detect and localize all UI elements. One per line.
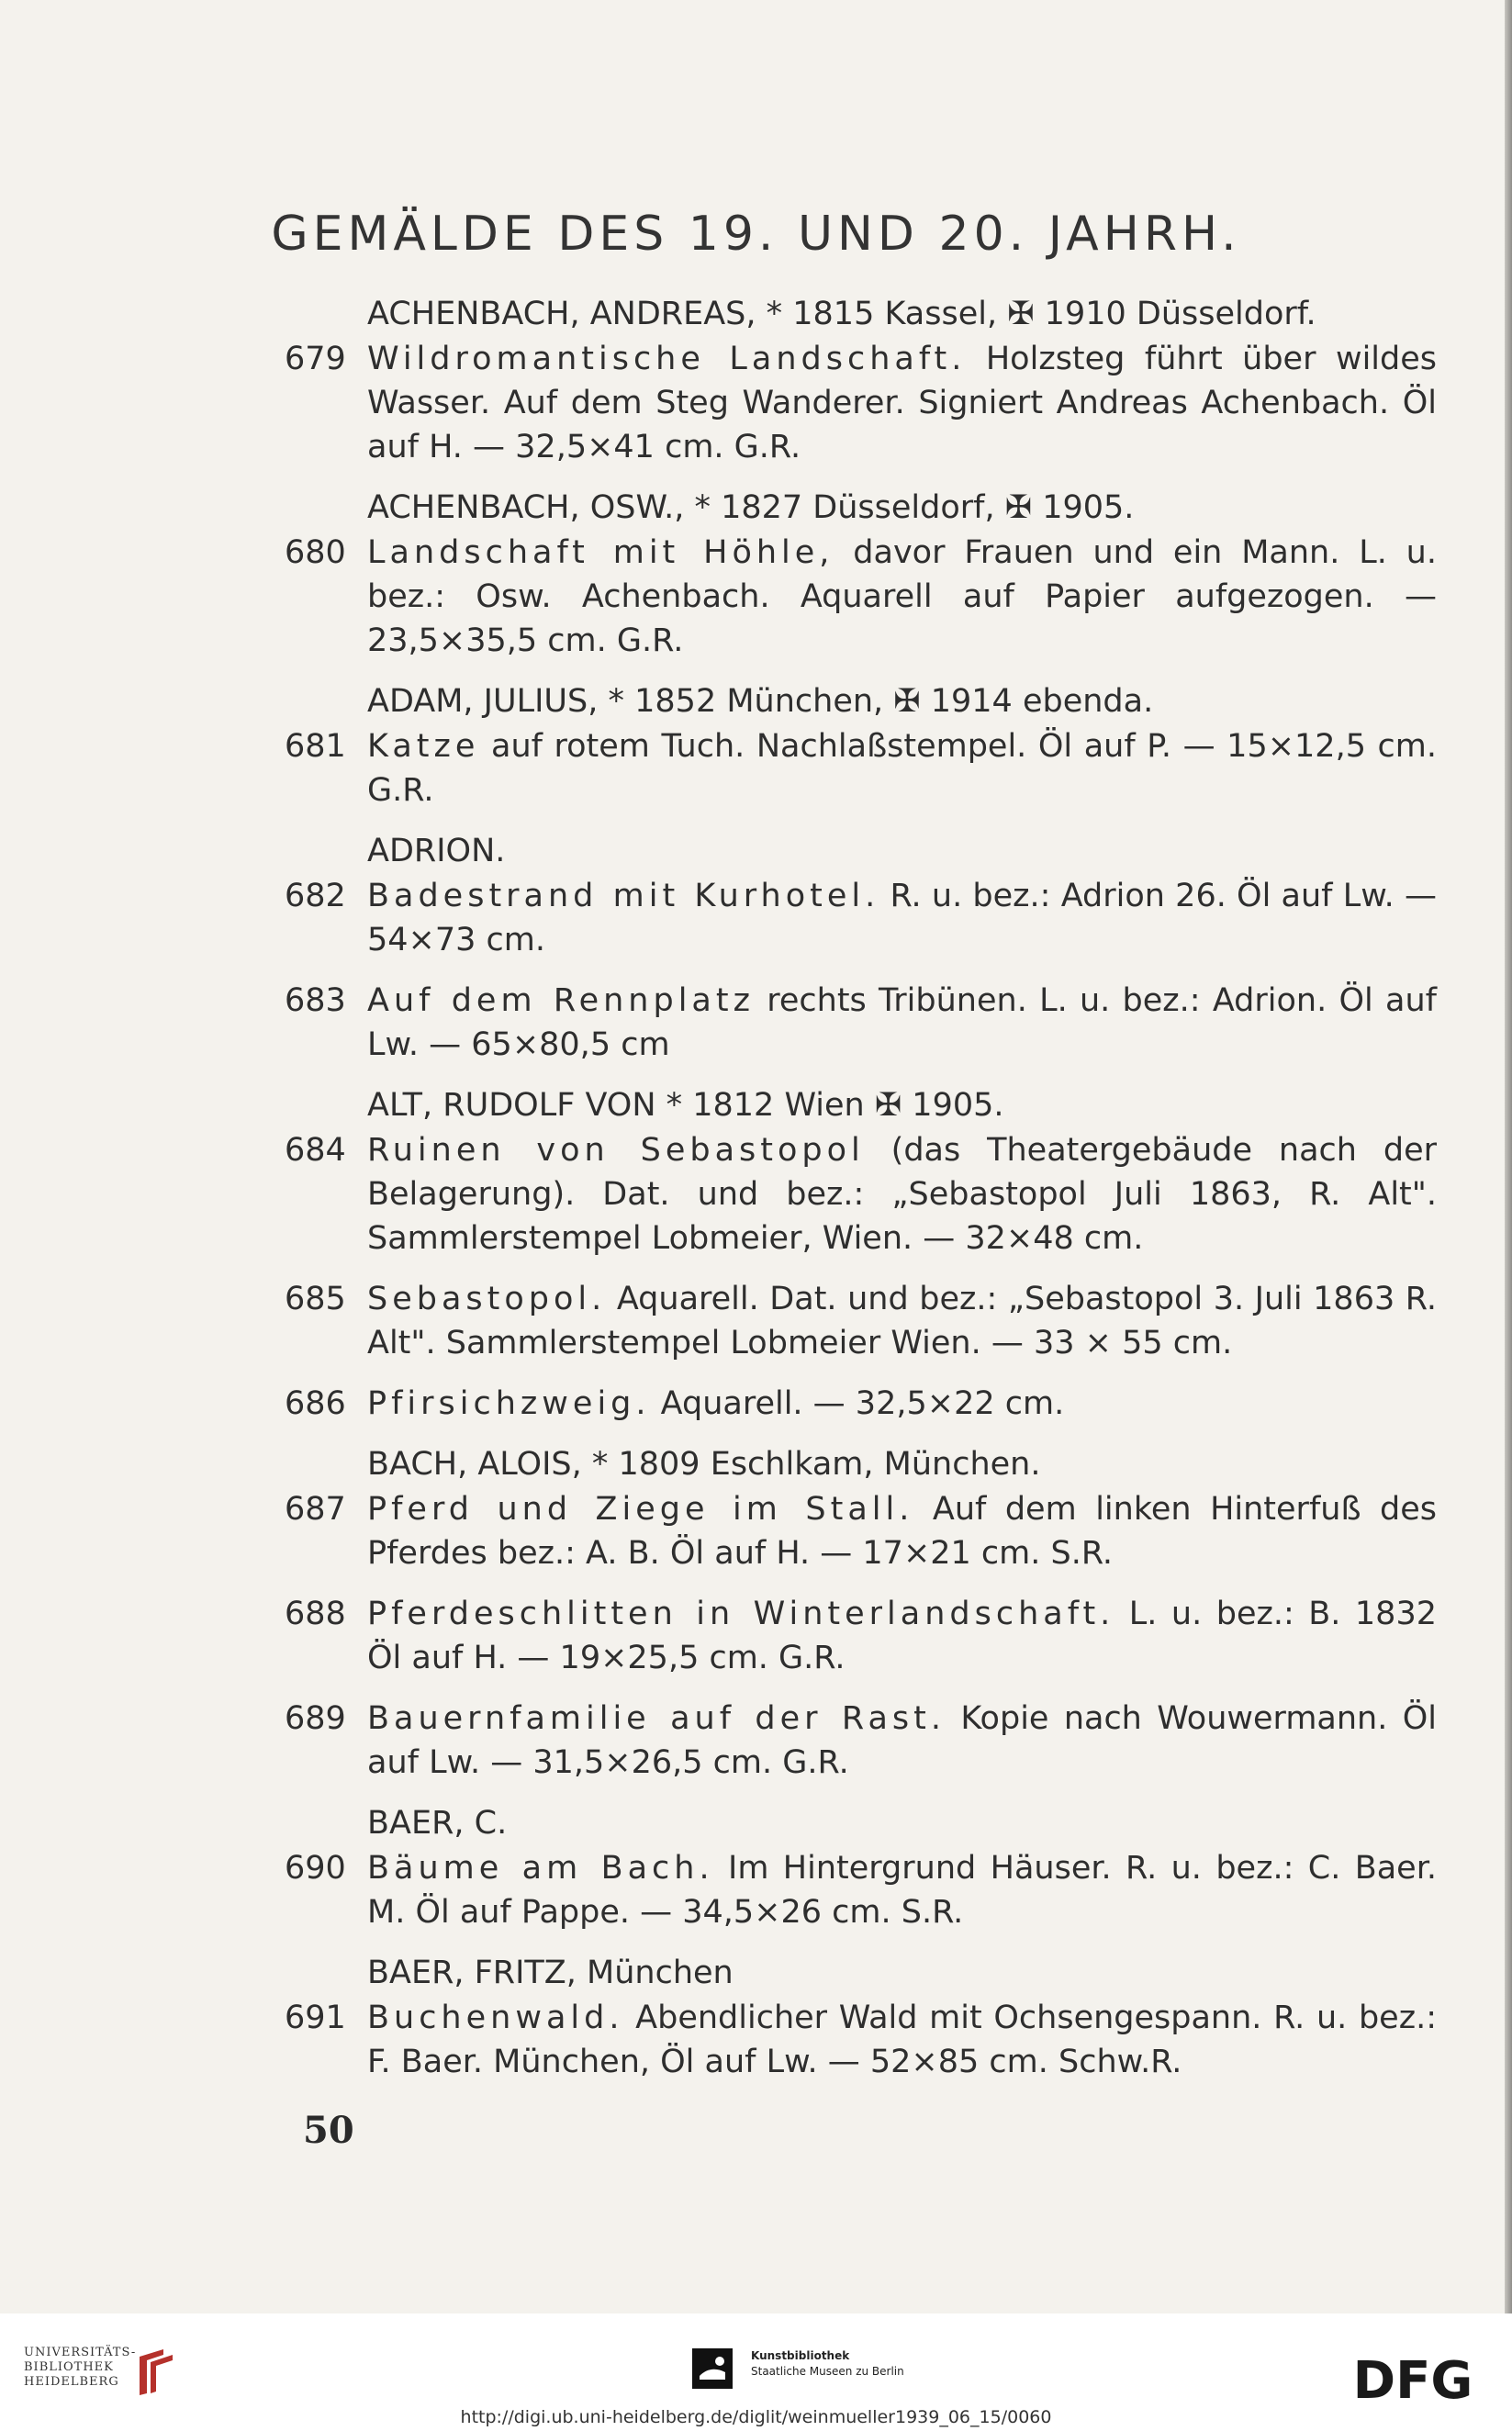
uni-name-line: BIBLIOTHEK (24, 2360, 114, 2374)
lot-description (367, 337, 1437, 469)
lot-details: auf rotem Tuch. Nachlaßstempel. Öl auf P. — 15×12,5 cm. G.R. (367, 728, 1437, 809)
lot-title: Wildromantische Landschaft. (367, 341, 967, 377)
lot-details: Abendlicher Wald mit Ochsengespann. R. u. bez.: F. Baer. München, Öl auf Lw. — 52×85 cm. Schw.R. (367, 2000, 1437, 2080)
page-title: GEMÄLDE DES 19. UND 20. JAHRH. (271, 207, 1241, 262)
lot-details: davor Frauen und ein Mann. L. u. bez.: Osw. Achenbach. Aquarell auf Papier aufgezogen. — 23,5×35,5 cm. G.R. (367, 534, 1437, 659)
lot-details: rechts Tribünen. L. u. bez.: Adrion. Öl auf Lw. — 65×80,5 cm (367, 982, 1437, 1063)
lot-item (0, 979, 1512, 1067)
lot-item (0, 1487, 1512, 1575)
lot-number: 684 (285, 1132, 346, 1169)
catalog-entries (0, 292, 1512, 2101)
lot-number: 689 (285, 1700, 346, 1737)
lot-item (0, 337, 1512, 469)
artist-heading: ACHENBACH, ANDREAS, * 1815 Kassel, ✠ 1910 Düsseldorf. (367, 296, 1316, 332)
lot-item (0, 1382, 1512, 1426)
uni-name-line: HEIDELBERG (24, 2375, 119, 2389)
lot-description (367, 1382, 1437, 1426)
lot-details: L. u. bez.: B. 1832 Öl auf H. — 19×25,5 cm. G.R. (367, 1596, 1437, 1676)
artist-entry (0, 1442, 1512, 1785)
lot-details: Aquarell. — 32,5×22 cm. (650, 1385, 1065, 1422)
lot-number: 686 (285, 1385, 346, 1422)
artist-heading: ADRION. (367, 833, 506, 869)
lot-details: Im Hintergrund Häuser. R. u. bez.: C. Baer. M. Öl auf Pappe. — 34,5×26 cm. S.R. (367, 1850, 1437, 1931)
lot-title: Pferdeschlitten in Winterlandschaft. (367, 1596, 1115, 1632)
lot-details: Kopie nach Wouwermann. Öl auf Lw. — 31,5×26,5 cm. G.R. (367, 1700, 1437, 1781)
lot-number: 690 (285, 1850, 346, 1887)
lot-item (0, 874, 1512, 962)
lot-number: 679 (285, 341, 346, 377)
digitization-footer (0, 2313, 1512, 2431)
lot-description (367, 1996, 1437, 2084)
lot-number: 687 (285, 1491, 346, 1528)
lot-title: Landschaft mit Höhle, (367, 534, 834, 571)
dfg-logo[interactable] (1336, 2350, 1490, 2407)
page-number: 50 (303, 2109, 354, 2152)
lot-item (0, 1128, 1512, 1260)
artist-entry (0, 679, 1512, 812)
lot-number: 691 (285, 2000, 346, 2036)
artist-entry (0, 1083, 1512, 1426)
lot-description (367, 531, 1437, 663)
artist-entry (0, 829, 1512, 1067)
artist-entry (0, 486, 1512, 663)
lot-item (0, 1592, 1512, 1680)
lot-item (0, 531, 1512, 663)
lot-item (0, 1846, 1512, 1934)
lot-description (367, 1592, 1437, 1680)
lot-title: Bäume am Bach. (367, 1850, 714, 1887)
lot-details: Auf dem linken Hinterfuß des Pferdes bez.: A. B. Öl auf H. — 17×21 cm. S.R. (367, 1491, 1437, 1572)
lot-title: Buchenwald. (367, 2000, 624, 2036)
dfg-text: DFG (1352, 2351, 1473, 2407)
lot-number: 685 (285, 1281, 346, 1317)
lot-description (367, 1487, 1437, 1575)
artist-entry (0, 1951, 1512, 2084)
lot-title: Pfirsichzweig. (367, 1385, 651, 1422)
artist-heading: BACH, ALOIS, * 1809 Eschlkam, München. (367, 1446, 1041, 1483)
university-mark-icon (136, 2346, 180, 2399)
lot-details: R. u. bez.: Adrion 26. Öl auf Lw. — 54×73 cm. (367, 878, 1437, 958)
lot-item (0, 724, 1512, 812)
lot-item (0, 1277, 1512, 1365)
artist-entry (0, 1801, 1512, 1934)
lot-description (367, 1128, 1437, 1260)
kunstbibliothek-subtitle: Staatliche Museen zu Berlin (751, 2365, 904, 2378)
kunstbibliothek-logo-icon[interactable] (692, 2348, 733, 2389)
lot-title: Sebastopol. (367, 1281, 607, 1317)
artist-heading: ADAM, JULIUS, * 1852 München, ✠ 1914 ebenda. (367, 683, 1154, 720)
lot-description (367, 1277, 1437, 1365)
artist-heading: BAER, C. (367, 1805, 508, 1842)
artist-heading: ACHENBACH, OSW., * 1827 Düsseldorf, ✠ 1905. (367, 489, 1135, 526)
permalink-url[interactable]: http://digi.ub.uni-heidelberg.de/diglit/weinmueller1939_06_15/0060 (460, 2407, 1052, 2427)
lot-description (367, 1846, 1437, 1934)
artist-heading: ALT, RUDOLF VON * 1812 Wien ✠ 1905. (367, 1087, 1004, 1124)
artist-heading: BAER, FRITZ, München (367, 1955, 734, 1991)
lot-details: Aquarell. Dat. und bez.: „Sebastopol 3. Juli 1863 R. Alt". Sammlerstempel Lobmeier Wien. — 33 × 55 cm. (367, 1281, 1437, 1361)
lot-title: Ruinen von Sebastopol (367, 1132, 865, 1169)
kunstbibliothek-name: Kunstbibliothek (751, 2349, 850, 2362)
kunstbibliothek-text (751, 2348, 904, 2380)
lot-description (367, 1697, 1437, 1785)
lot-description (367, 724, 1437, 812)
lot-title: Badestrand mit Kurhotel. (367, 878, 880, 914)
lot-number: 682 (285, 878, 346, 914)
lot-title: Pferd und Ziege im Stall. (367, 1491, 914, 1528)
lot-title: Bauernfamilie auf der Rast. (367, 1700, 946, 1737)
lot-number: 688 (285, 1596, 346, 1632)
lot-title: Katze (367, 728, 480, 765)
lot-item (0, 1996, 1512, 2084)
lot-description (367, 979, 1437, 1067)
artist-entry (0, 292, 1512, 469)
lot-details: (das Theatergebäude nach der Belagerung). Dat. und bez.: „Sebastopol Juli 1863, R. Alt". Sammlerstempel Lobmeier, Wien. — 32×48 cm. (367, 1132, 1437, 1257)
lot-item (0, 1697, 1512, 1785)
uni-name-line: UNIVERSITÄTS- (24, 2346, 137, 2359)
lot-number: 683 (285, 982, 346, 1019)
lot-details: Holzsteg führt über wildes Wasser. Auf dem Steg Wanderer. Signiert Andreas Achenbach. Öl auf H. — 32,5×41 cm. G.R. (367, 341, 1437, 465)
lot-title: Auf dem Rennplatz (367, 982, 755, 1019)
lot-number: 680 (285, 534, 346, 571)
lot-number: 681 (285, 728, 346, 765)
lot-description (367, 874, 1437, 962)
